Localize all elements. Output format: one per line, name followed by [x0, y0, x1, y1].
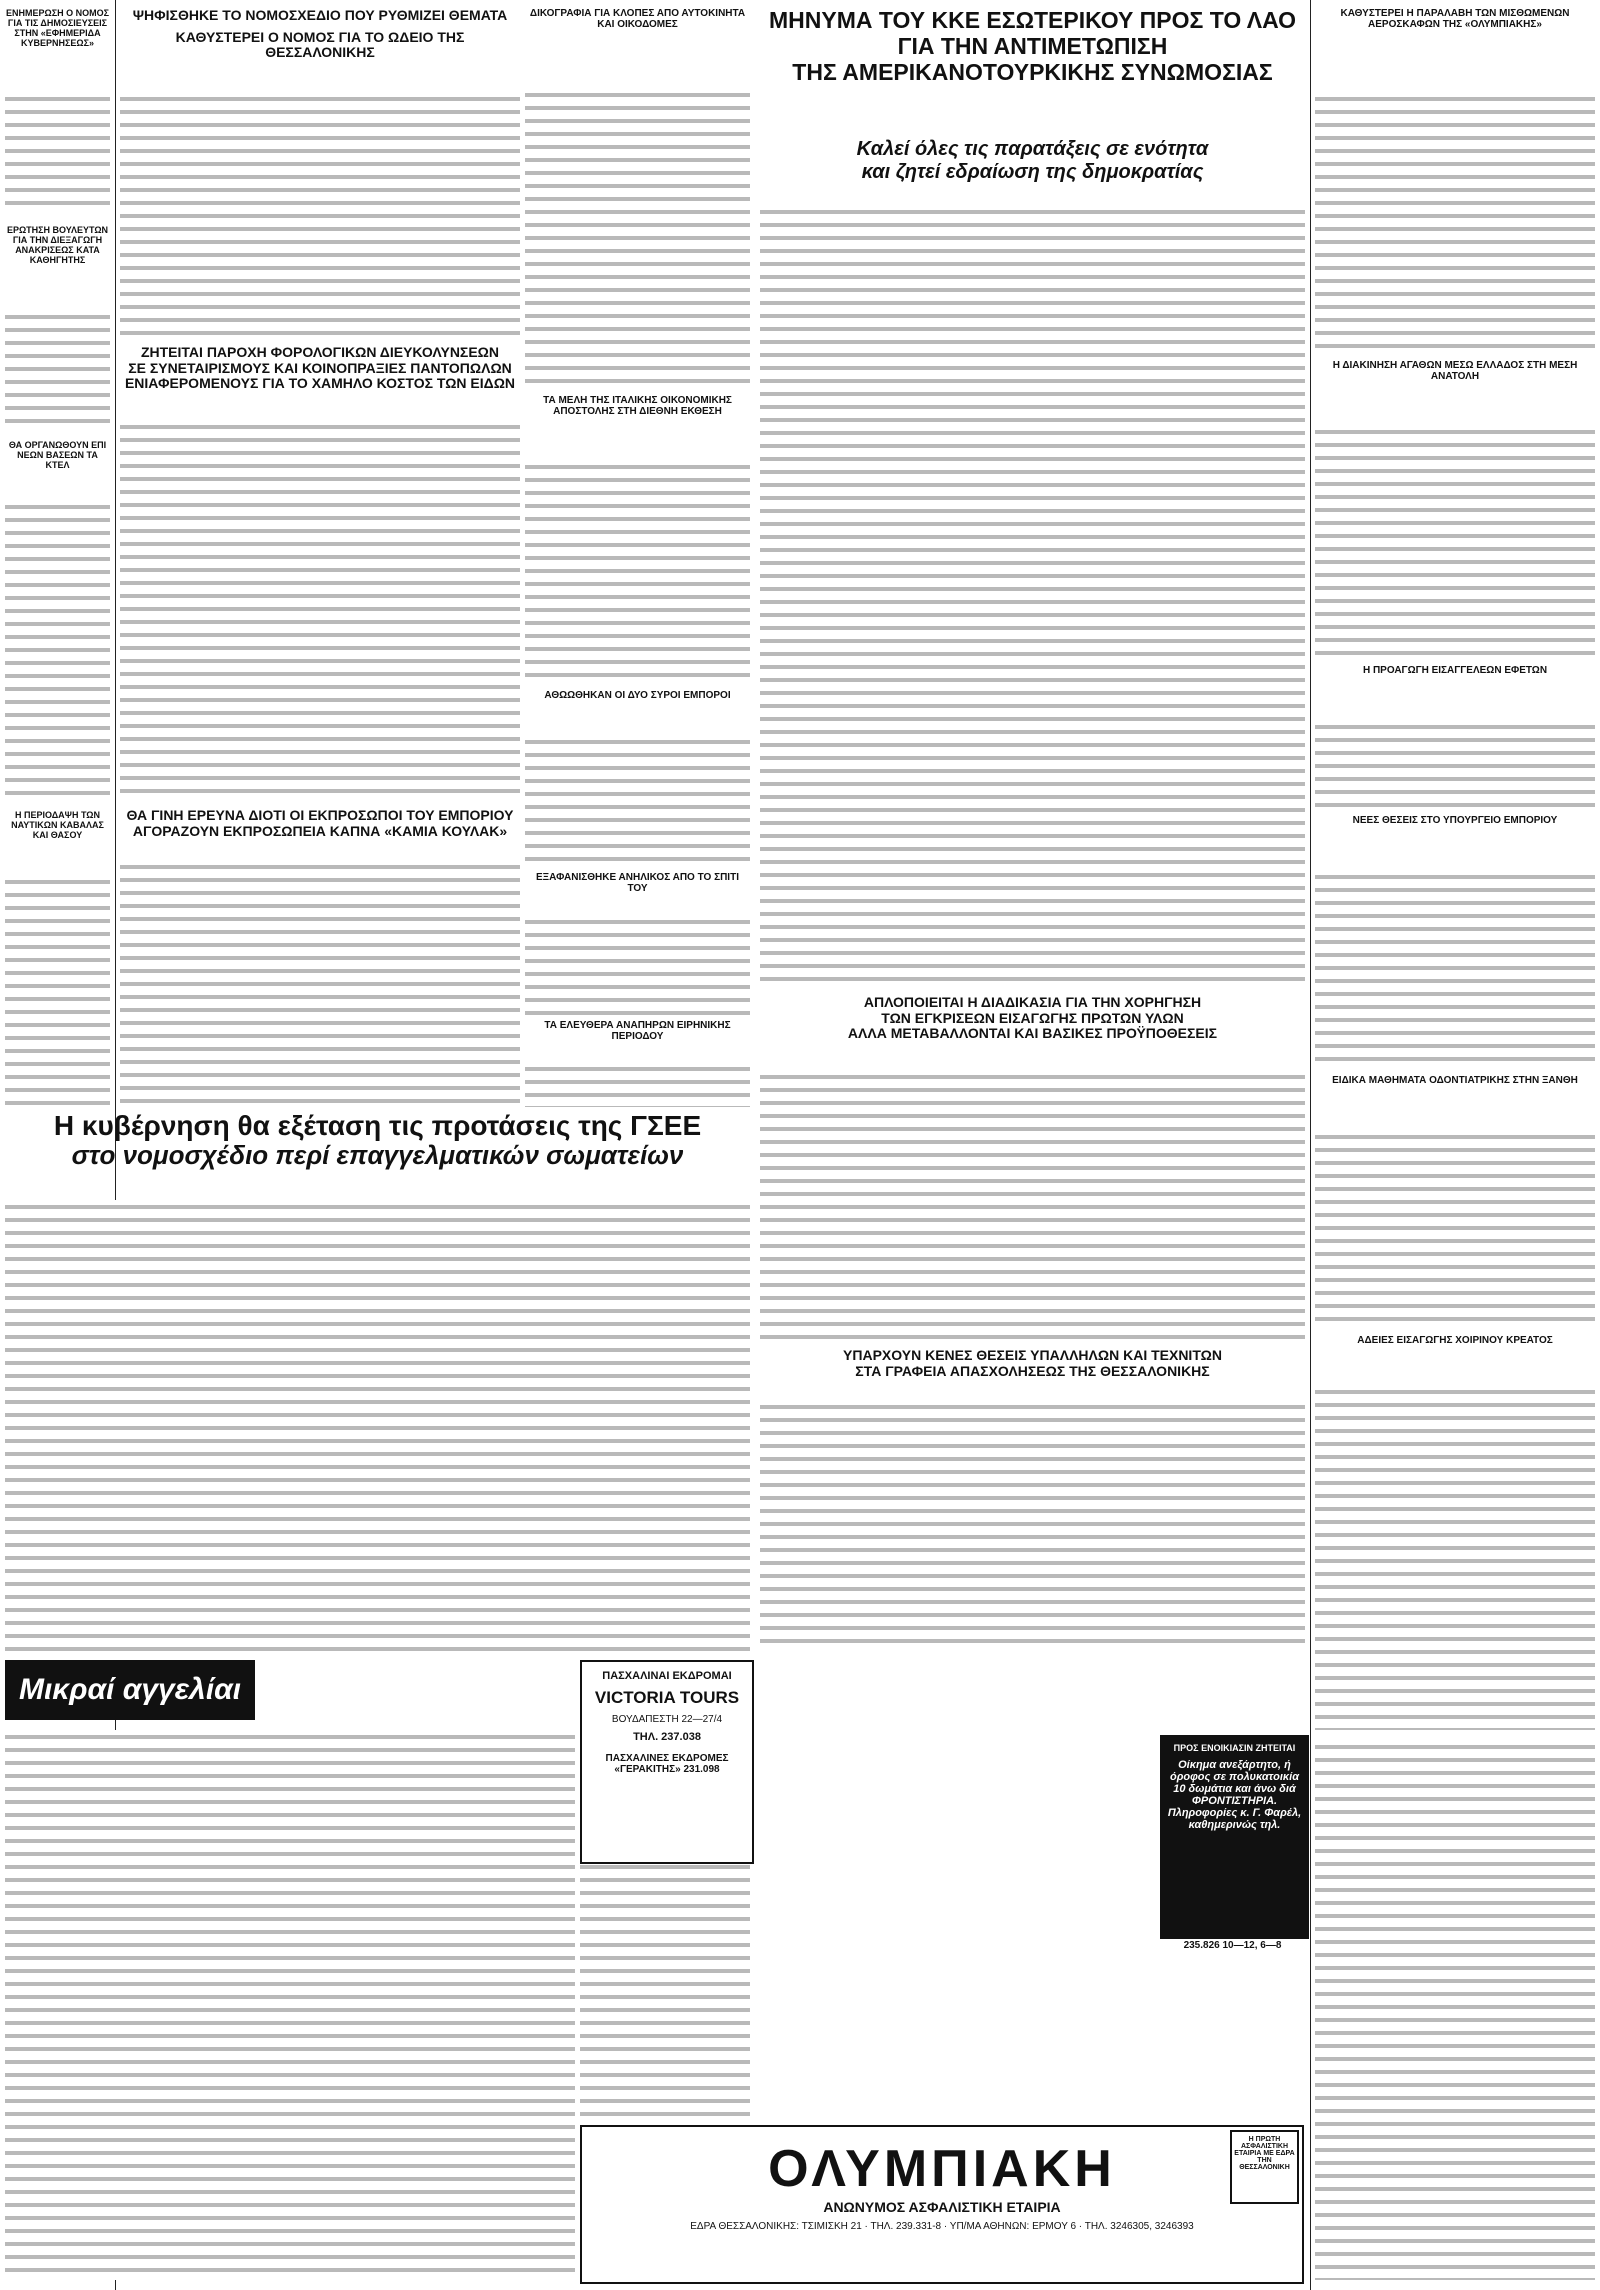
imports-headline-2: ΤΩΝ ΕΓΚΡΙΣΕΩΝ ΕΙΣΑΓΩΓΗΣ ΠΡΩΤΩΝ ΥΛΩΝ	[881, 1009, 1184, 1026]
rent-title: ΠΡΟΣ ΕΝΟΙΚΙΑΣΙΝ ΖΗΤΕΙΤΑΙ	[1173, 1743, 1296, 1753]
gerakites-line-1: ΠΑΣΧΑΛΙΝΕΣ ΕΚΔΡΟΜΕΣ	[605, 1753, 729, 1764]
left-body-1	[5, 92, 110, 212]
vacancies-headline-1: ΥΠΑΡΧΟΥΝ ΚΕΝΕΣ ΘΕΣΕΙΣ ΥΠΑΛΛΗΛΩΝ ΚΑΙ ΤΕΧΝΙΤΩΝ	[843, 1348, 1222, 1363]
left-body-3	[5, 500, 110, 800]
column-rule	[1310, 0, 1311, 2290]
music-headline-1: ΨΗΦΙΣΘΗΚΕ ΤΟ ΝΟΜΟΣΧΕΔΙΟ ΠΟΥ ΡΥΘΜΙΖΕΙ ΘΕΜΑΤΑ	[132, 8, 508, 23]
left-headline-2-text: ΕΡΩΤΗΣΗ ΒΟΥΛΕΥΤΩΝ ΓΙΑ ΤΗΝ ΔΙΕΞΑΓΩΓΗ ΑΝΑΚΡΙΣΕΩΣ ΚΑΤΑ ΚΑΘΗΓΗΤΗΣ	[6, 225, 109, 266]
olympiaki-name: ΟΛΥΜΠΙΑΚΗ	[768, 2140, 1116, 2198]
right-headline-goods-text: Η ΔΙΑΚΙΝΗΣΗ ΑΓΑΘΩΝ ΜΕΣΩ ΕΛΛΑΔΟΣ ΣΤΗ ΜΕΣΗ ΑΝΑΤΟΛΗ	[1332, 360, 1578, 383]
reservists-body	[525, 1062, 750, 1107]
gsee-body	[5, 1200, 750, 1660]
left-body-2	[5, 310, 110, 430]
koulak-body	[120, 860, 520, 1105]
tax-body	[120, 420, 520, 800]
olympiaki-sub: ΑΝΩΝΥΜΟΣ ΑΣΦΑΛΙΣΤΙΚΗ ΕΤΑΙΡΙΑ	[823, 2199, 1061, 2215]
koulak-headline	[120, 808, 520, 856]
italian-body	[525, 460, 750, 680]
left-headline-3	[5, 440, 110, 495]
music-body	[120, 92, 520, 337]
kke-headline-2: ΓΙΑ ΤΗΝ ΑΝΤΙΜΕΤΩΠΙΣΗ	[897, 32, 1168, 59]
small-ads-body	[5, 1730, 575, 2280]
koulak-headline-1: ΘΑ ΓΙΝΗ ΕΡΕΥΝΑ ΔΙΟΤΙ ΟΙ ΕΚΠΡΟΣΩΠΟΙ ΤΟΥ ΕΜΠΟΡΙΟΥ	[126, 808, 514, 823]
right-headline-meat	[1315, 1335, 1595, 1380]
vacancies-body	[760, 1400, 1305, 1645]
right-body-top	[1315, 92, 1595, 352]
left-headline-1-text: ΕΝΗΜΕΡΩΣΗ Ο ΝΟΜΟΣ ΓΙΑ ΤΙΣ ΔΗΜΟΣΙΕΥΣΕΙΣ ΣΤΗΝ «ΕΦΗΜΕΡΙΔΑ ΚΥΒΕΡΝΗΣΕΩΣ»	[5, 8, 110, 49]
left-headline-1	[5, 8, 110, 88]
small-ads-banner	[5, 1660, 255, 1720]
disc-headline-text: ΔΙΚΟΓΡΑΦΙΑ ΓΙΑ ΚΛΟΠΕΣ ΑΠΟ ΑΥΤΟΚΙΝΗΤΑ ΚΑΙ ΟΙΚΟΔΟΜΕΣ	[529, 8, 746, 31]
rent-code	[1160, 1940, 1305, 1960]
missing-headline-text: ΕΞΑΦΑΝΙΣΘΗΚΕ ΑΝΗΛΙΚΟΣ ΑΠΟ ΤΟ ΣΠΙΤΙ ΤΟΥ	[536, 872, 739, 895]
imports-body	[760, 1070, 1305, 1340]
rent-body: Οίκημα ανεξάρτητο, ή όροφος σε πολυκατοικία 10 δωμάτια και άνω διά ΦΡΟΝΤΙΣΤΗΡΙΑ. Πληροφορίες κ. Γ. Φαρέλ, καθημερινώς τηλ.	[1167, 1759, 1302, 1831]
gsee-headline-1: Η κυβέρνηση θα εξέταση τις προτάσεις της ΓΣΕΕ	[53, 1110, 702, 1141]
right-headline-goods	[1315, 360, 1595, 420]
freed-headline-text: ΑΘΩΩΘΗΚΑΝ ΟΙ ΔΥΟ ΣΥΡΟΙ ΕΜΠΟΡΟΙ	[544, 690, 731, 701]
victoria-line-1: ΠΑΣΧΑΛΙΝΑΙ ΕΚΔΡΟΜΑΙ	[602, 1670, 732, 1682]
victoria-tours-ad	[580, 1660, 754, 1864]
imports-headline-1: ΑΠΛΟΠΟΙΕΙΤΑΙ Η ΔΙΑΔΙΚΑΣΙΑ ΓΙΑ ΤΗΝ ΧΟΡΗΓΗΣΗ	[863, 995, 1202, 1010]
victoria-line-2: VICTORIA TOURS	[594, 1688, 740, 1707]
right-headline-meat-text: ΑΔΕΙΕΣ ΕΙΣΑΓΩΓΗΣ ΧΟΙΡΙΝΟΥ ΚΡΕΑΤΟΣ	[1357, 1335, 1553, 1346]
right-headline-top	[1315, 8, 1595, 88]
right-body-promo	[1315, 720, 1595, 810]
right-headline-posts-text: ΝΕΕΣ ΘΕΣΕΙΣ ΣΤΟ ΥΠΟΥΡΓΕΙΟ ΕΜΠΟΡΙΟΥ	[1352, 815, 1558, 826]
gsee-headline	[5, 1110, 750, 1190]
kke-headline-3: ΤΗΣ ΑΜΕΡΙΚΑΝΟΤΟΥΡΚΙΚΗΣ ΣΥΝΩΜΟΣΙΑΣ	[792, 58, 1273, 85]
right-headline-lessons-text: ΕΙΔΙΚΑ ΜΑΘΗΜΑΤΑ ΟΔΟΝΤΙΑΤΡΙΚΗΣ ΣΤΗΝ ΞΑΝΘΗ	[1332, 1075, 1578, 1086]
tax-headline-1: ΖΗΤΕΙΤΑΙ ΠΑΡΟΧΗ ΦΟΡΟΛΟΓΙΚΩΝ ΔΙΕΥΚΟΛΥΝΣΕΩΝ	[140, 345, 500, 360]
right-headline-promo	[1315, 665, 1595, 715]
reservists-headline	[525, 1020, 750, 1060]
imports-headline	[760, 995, 1305, 1065]
gsee-headline-2: στο νομοσχέδιο περί επαγγελματικών σωματείων	[71, 1140, 684, 1171]
right-body-meat	[1315, 1385, 1595, 1730]
right-body-posts	[1315, 870, 1595, 1070]
right-headline-posts	[1315, 815, 1595, 865]
right-headline-top-text: ΚΑΘΥΣΤΕΡΕΙ Η ΠΑΡΑΛΑΒΗ ΤΩΝ ΜΙΣΘΩΜΕΝΩΝ ΑΕΡΟΣΚΑΦΩΝ ΤΗΣ «ΟΛΥΜΠΙΑΚΗΣ»	[1340, 8, 1570, 31]
victoria-phone: ΤΗΛ. 237.038	[633, 1731, 701, 1743]
gerakites-line-2: «ΓΕΡΑΚΙΤΗΣ» 231.098	[614, 1764, 720, 1775]
right-headline-promo-text: Η ΠΡΟΑΓΩΓΗ ΕΙΣΑΓΓΕΛΕΩΝ ΕΦΕΤΩΝ	[1362, 665, 1548, 676]
rent-code-text: 235.826 10—12, 6—8	[1183, 1940, 1282, 1951]
freed-body	[525, 735, 750, 865]
italian-headline	[525, 395, 750, 455]
imports-headline-3: ΑΛΛΑ ΜΕΤΑΒΑΛΛΟΝΤΑΙ ΚΑΙ ΒΑΣΙΚΕΣ ΠΡΟΫΠΟΘΕΣΕΙΣ	[847, 1025, 1218, 1042]
olympiaki-ad	[580, 2125, 1304, 2284]
left-headline-3-text: ΘΑ ΟΡΓΑΝΩΘΟΥΝ ΕΠΙ ΝΕΩΝ ΒΑΣΕΩΝ ΤΑ ΚΤΕΛ	[8, 440, 107, 471]
right-body-lessons	[1315, 1130, 1595, 1330]
olympiaki-badge-text: Η ΠΡΩΤΗ ΑΣΦΑΛΙΣΤΙΚΗ ΕΤΑΙΡΙΑ ΜΕ ΕΔΡΑ ΤΗΝ ΘΕΣΣΑΛΟΝΙΚΗ	[1234, 2136, 1295, 2171]
missing-body	[525, 915, 750, 1015]
rent-wanted-ad	[1160, 1735, 1309, 1939]
kke-headline-1: ΜΗΝΥΜΑ ΤΟΥ ΚΚΕ ΕΣΩΤΕΡΙΚΟΥ ΠΡΟΣ ΤΟ ΛΑΟ	[768, 8, 1296, 33]
kke-sub-1: Καλεί όλες τις παρατάξεις σε ενότητα	[856, 138, 1209, 160]
vacancies-headline	[760, 1348, 1305, 1396]
vacancies-headline-2: ΣΤΑ ΓΡΑΦΕΙΑ ΑΠΑΣΧΟΛΗΣΕΩΣ ΤΗΣ ΘΕΣΣΑΛΟΝΙΚΗΣ	[855, 1362, 1210, 1379]
missing-headline	[525, 872, 750, 912]
olympiaki-address: ΕΔΡΑ ΘΕΣΣΑΛΟΝΙΚΗΣ: ΤΣΙΜΙΣΚΗ 21 · ΤΗΛ. 239.331-8 · ΥΠ/ΜΑ ΑΘΗΝΩΝ: ΕΡΜΟΥ 6 · ΤΗΛ. 3246305, 3246393	[690, 2221, 1194, 2232]
left-headline-4	[5, 810, 110, 870]
small-ads-title: Μικραί αγγελίαι	[18, 1673, 242, 1706]
right-body-goods	[1315, 425, 1595, 655]
disc-body	[525, 88, 750, 388]
kke-headline	[760, 8, 1305, 133]
left-body-4	[5, 875, 110, 1105]
left-headline-2	[5, 225, 110, 305]
disc-headline	[525, 8, 750, 83]
right-headline-lessons	[1315, 1075, 1595, 1125]
tax-headline-3: ΕΝΙΑΦΕΡΟΜΕΝΟΥΣ ΓΙΑ ΤΟ ΧΑΜΗΛΟ ΚΟΣΤΟΣ ΤΩΝ ΕΙΔΩΝ	[124, 375, 516, 392]
tax-headline	[120, 345, 520, 415]
right-body-bottom	[1315, 1740, 1595, 2280]
kke-subheadline	[760, 138, 1305, 198]
koulak-headline-2: ΑΓΟΡΑΖΟΥΝ ΕΚΠΡΟΣΩΠΕΙΑ ΚΑΠΝΑ «ΚΑΜΙΑ ΚΟΥΛΑΚ»	[132, 822, 508, 839]
left-headline-4-text: Η ΠΕΡΙΟΔΑΨΗ ΤΩΝ ΝΑΥΤΙΚΩΝ ΚΑΒΑΛΑΣ ΚΑΙ ΘΑΣΟΥ	[11, 810, 104, 841]
tax-headline-2: ΣΕ ΣΥΝΕΤΑΙΡΙΣΜΟΥΣ ΚΑΙ ΚΟΙΝΟΠΡΑΞΙΕΣ ΠΑΝΤΟΠΩΛΩΝ	[128, 359, 512, 376]
kke-body	[760, 205, 1305, 990]
italian-headline-text: ΤΑ ΜΕΛΗ ΤΗΣ ΙΤΑΛΙΚΗΣ ΟΙΚΟΝΟΜΙΚΗΣ ΑΠΟΣΤΟΛΗΣ ΣΤΗ ΔΙΕΘΝΗ ΕΚΘΕΣΗ	[543, 395, 732, 418]
music-headline	[120, 8, 520, 88]
olympiaki-badge	[1230, 2130, 1299, 2204]
kke-sub-2: και ζητεί εδραίωση της δημοκρατίας	[861, 161, 1204, 183]
music-headline-2: ΚΑΘΥΣΤΕΡΕΙ Ο ΝΟΜΟΣ ΓΙΑ ΤΟ ΩΔΕΙΟ ΤΗΣ ΘΕΣΣΑΛΟΝΙΚΗΣ	[175, 28, 465, 61]
victoria-line-3: ΒΟΥΔΑΠΕΣΤΗ 22—27/4	[611, 1714, 723, 1725]
reservists-headline-text: ΤΑ ΕΛΕΥΘΕΡΑ ΑΝΑΠΗΡΩΝ ΕΙΡΗΝΙΚΗΣ ΠΕΡΙΟΔΟΥ	[544, 1020, 731, 1043]
freed-headline	[525, 690, 750, 730]
